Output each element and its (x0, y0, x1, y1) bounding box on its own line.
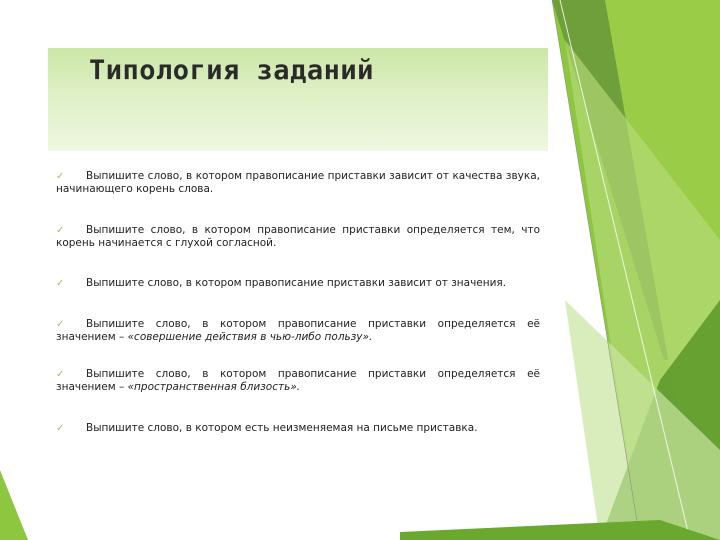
task-text: Выпишите слово, в котором правописание приставки определяется её значением – (56, 318, 540, 343)
page-title: Типология заданий (89, 55, 374, 86)
check-icon: ✓ (56, 171, 65, 182)
task-text-italic: «пространственная близость». (127, 381, 301, 393)
check-icon: ✓ (56, 369, 65, 380)
task-text: Выпишите слово, в котором правописание приставки зависит от значения. (86, 277, 507, 289)
check-icon: ✓ (56, 319, 65, 330)
task-text-italic: «совершение действия в чью-либо пользу». (127, 331, 373, 343)
list-item (56, 368, 540, 394)
check-icon: ✓ (56, 278, 65, 289)
task-text: Выпишите слово, в котором правописание приставки определяется её значением – (56, 368, 540, 393)
check-icon: ✓ (56, 423, 65, 434)
list-item (56, 422, 540, 435)
task-text: Выпишите слово, в котором есть неизменяемая на письме приставка. (86, 422, 478, 434)
list-item (56, 318, 540, 344)
check-icon: ✓ (56, 225, 65, 236)
list-item (56, 170, 540, 196)
task-text: Выпишите слово, в котором правописание приставки зависит от качества звука, начинающего корень слова. (56, 170, 540, 195)
task-text: Выпишите слово, в котором правописание приставки определяется тем, что корень начинается с глухой согласной. (56, 224, 540, 249)
list-item (56, 277, 540, 290)
deco-shape-bottom-left (0, 470, 28, 540)
list-item (56, 224, 540, 250)
